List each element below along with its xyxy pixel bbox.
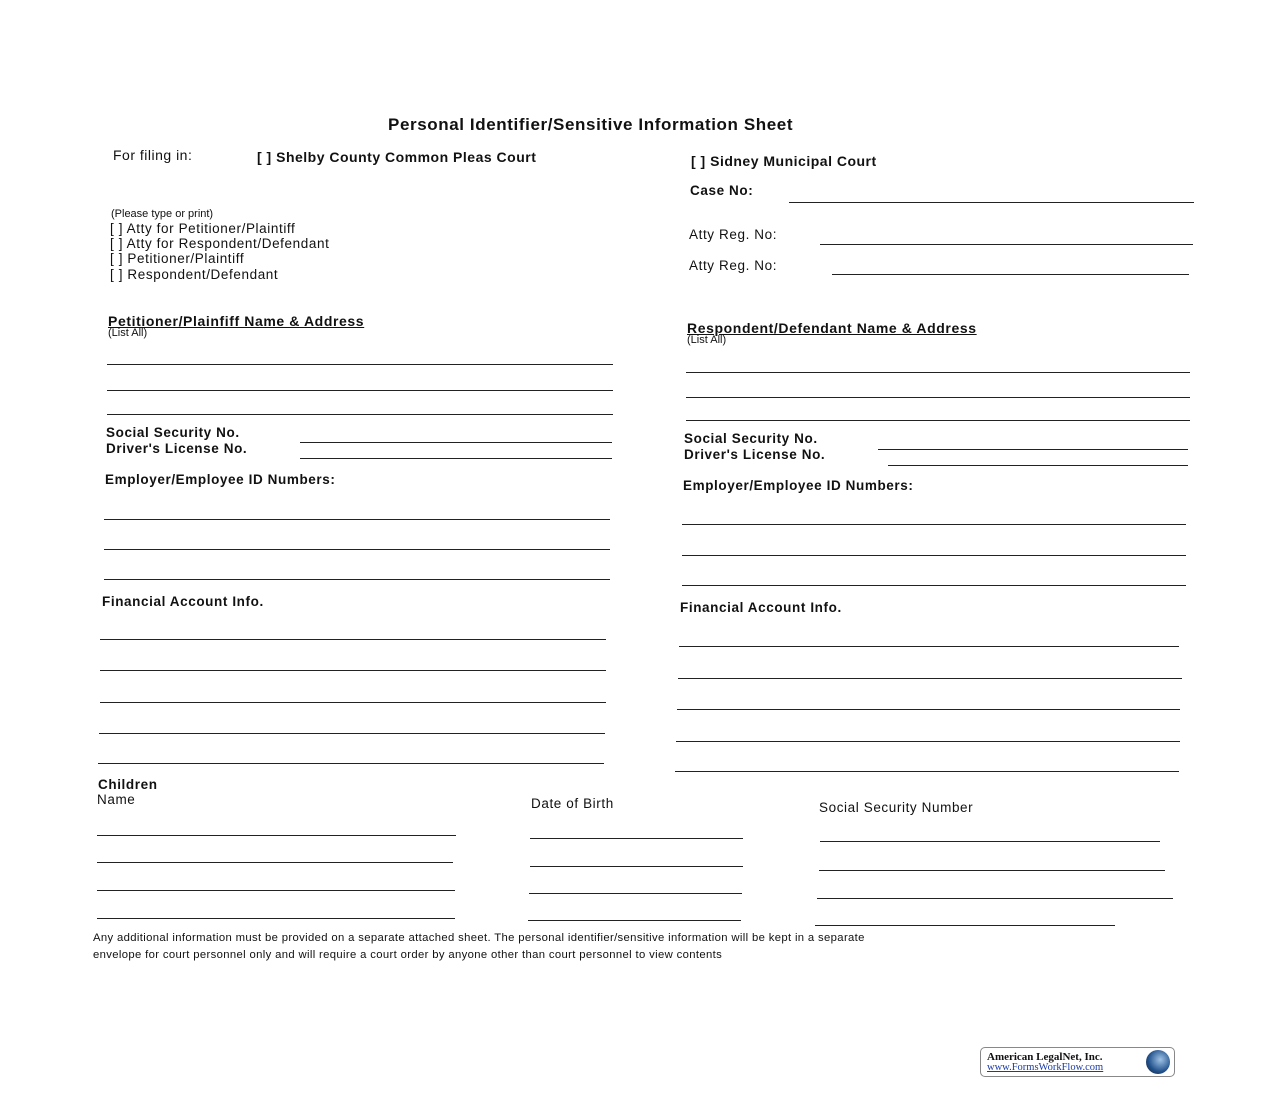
role-checkbox[interactable]: [ ] Respondent/Defendant <box>110 267 279 282</box>
dl-field[interactable] <box>300 458 612 459</box>
financial-line[interactable] <box>99 733 605 734</box>
role-checkbox[interactable]: [ ] Atty for Respondent/Defendant <box>110 236 330 251</box>
filing-label: For filing in: <box>113 147 193 163</box>
american-legalnet-logo[interactable] <box>980 1047 1175 1077</box>
child-dob-line[interactable] <box>530 866 743 867</box>
child-name-line[interactable] <box>97 918 455 919</box>
petitioner-heading: Petitioner/Plainfiff Name & Address <box>108 313 365 329</box>
child-ssn-line[interactable] <box>817 898 1173 899</box>
children-dob-header: Date of Birth <box>531 796 614 811</box>
children-heading: Children <box>98 777 158 792</box>
ssn-field[interactable] <box>300 442 612 443</box>
footnote: Any additional information must be provided on a separate attached sheet. The personal identifier/sensitive information will be kept in a separate <box>93 932 865 944</box>
form-title: Personal Identifier/Sensitive Information Sheet <box>388 115 794 134</box>
child-ssn-line[interactable] <box>815 925 1115 926</box>
child-dob-line[interactable] <box>530 838 743 839</box>
court-sidney-checkbox[interactable]: [ ] Sidney Municipal Court <box>691 153 877 169</box>
employer-line[interactable] <box>104 519 610 520</box>
children-ssn-header: Social Security Number <box>819 800 974 815</box>
employer-line[interactable] <box>682 524 1186 525</box>
role-checkbox[interactable]: [ ] Petitioner/Plaintiff <box>110 251 245 266</box>
ssn-field[interactable] <box>878 449 1188 450</box>
logo-name: American LegalNet, Inc. <box>987 1051 1103 1063</box>
child-dob-line[interactable] <box>528 920 741 921</box>
petitioner-line[interactable] <box>107 364 613 365</box>
respondent-line[interactable] <box>686 372 1190 373</box>
financial-line[interactable] <box>677 709 1180 710</box>
list-all-note: (List All) <box>687 334 727 346</box>
financial-line[interactable] <box>100 670 606 671</box>
atty-reg-field[interactable] <box>820 244 1193 245</box>
employer-line[interactable] <box>104 549 610 550</box>
respondent-line[interactable] <box>686 420 1190 421</box>
atty-reg-field[interactable] <box>832 274 1189 275</box>
child-name-line[interactable] <box>97 862 453 863</box>
globe-icon <box>1146 1050 1170 1074</box>
child-name-line[interactable] <box>97 835 456 836</box>
employer-line[interactable] <box>682 585 1186 586</box>
ssn-label: Social Security No. <box>106 425 240 440</box>
financial-line[interactable] <box>98 763 604 764</box>
employer-line[interactable] <box>682 555 1186 556</box>
financial-line[interactable] <box>675 771 1179 772</box>
child-name-line[interactable] <box>97 890 455 891</box>
please-type-note: (Please type or print) <box>111 208 214 220</box>
financial-line[interactable] <box>676 741 1180 742</box>
employer-label: Employer/Employee ID Numbers: <box>683 478 914 493</box>
atty-reg-label: Atty Reg. No: <box>689 258 778 273</box>
footnote: envelope for court personnel only and will require a court order by anyone other than court personnel to view contents <box>93 949 723 961</box>
logo-url[interactable]: www.FormsWorkFlow.com <box>987 1062 1104 1073</box>
children-name-header: Name <box>97 792 136 807</box>
case-no-label: Case No: <box>690 183 754 198</box>
ssn-label: Social Security No. <box>684 431 818 446</box>
court-shelby-checkbox[interactable]: [ ] Shelby County Common Pleas Court <box>257 149 537 165</box>
financial-label: Financial Account Info. <box>680 600 842 615</box>
financial-line[interactable] <box>100 639 606 640</box>
role-checkbox[interactable]: [ ] Atty for Petitioner/Plaintiff <box>110 221 296 236</box>
child-ssn-line[interactable] <box>819 870 1165 871</box>
case-no-field[interactable] <box>789 202 1194 203</box>
dl-field[interactable] <box>888 465 1188 466</box>
financial-line[interactable] <box>678 678 1182 679</box>
dl-label: Driver's License No. <box>106 441 248 456</box>
respondent-line[interactable] <box>686 397 1190 398</box>
financial-line[interactable] <box>100 702 606 703</box>
atty-reg-label: Atty Reg. No: <box>689 227 778 242</box>
employer-label: Employer/Employee ID Numbers: <box>105 472 336 487</box>
financial-line[interactable] <box>679 646 1179 647</box>
financial-label: Financial Account Info. <box>102 594 264 609</box>
child-ssn-line[interactable] <box>820 841 1160 842</box>
respondent-heading: Respondent/Defendant Name & Address <box>687 320 977 336</box>
list-all-note: (List All) <box>108 327 148 339</box>
dl-label: Driver's License No. <box>684 447 826 462</box>
child-dob-line[interactable] <box>529 893 742 894</box>
petitioner-line[interactable] <box>107 414 613 415</box>
petitioner-line[interactable] <box>107 390 613 391</box>
employer-line[interactable] <box>104 579 610 580</box>
